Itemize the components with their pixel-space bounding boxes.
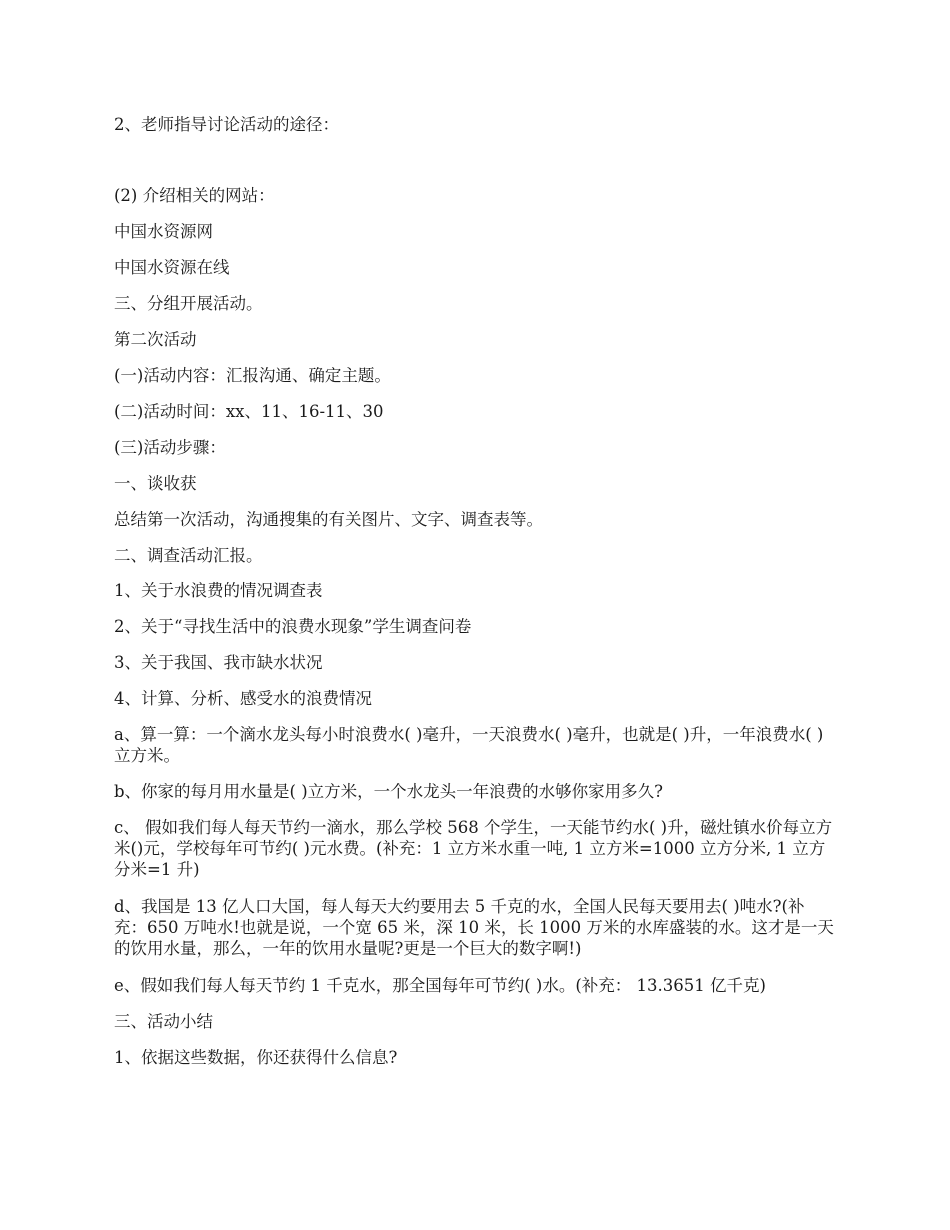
paragraph-item-4: 4、计算、分析、感受水的浪费情况 <box>114 689 372 708</box>
paragraph-summary-first: 总结第一次活动，沟通搜集的有关图片、文字、调查表等。 <box>114 510 543 529</box>
paragraph-talk-harvest: 一、谈收获 <box>114 474 197 493</box>
paragraph-item-1: 1、关于水浪费的情况调查表 <box>114 581 323 600</box>
paragraph-calc-a: a、算一算：一个滴水龙头每小时浪费水( )毫升，一天浪费水( )毫升，也就是( )升，一年浪费水( )立方米。 <box>114 725 824 765</box>
paragraph-activity-summary: 三、活动小结 <box>114 1012 213 1031</box>
paragraph-website-1: 中国水资源网 <box>114 222 213 241</box>
paragraph-group-activity: 三、分组开展活动。 <box>114 294 263 313</box>
paragraph-activity-content: (一)活动内容：汇报沟通、确定主题。 <box>114 366 391 385</box>
paragraph-website-2: 中国水资源在线 <box>114 258 230 277</box>
paragraph-item-2: 2、关于“寻找生活中的浪费水现象”学生调查问卷 <box>114 617 472 636</box>
paragraph-activity-time: (二)活动时间：xx、11、16-11、30 <box>114 402 384 421</box>
paragraph-data-info: 1、依据这些数据，你还获得什么信息? <box>114 1048 398 1067</box>
paragraph-calc-c: c、 假如我们每人每天节约一滴水，那么学校 568 个学生，一天能节约水( )升，磁灶镇水价每立方米()元，学校每年可节约( )元水费。(补充：1 立方米水重一吨, 1 立方米=1000 立方分米, 1 立方分米=1 升) <box>114 818 833 879</box>
paragraph-related-websites: (2) 介绍相关的网站： <box>114 186 275 205</box>
paragraph-item-3: 3、关于我国、我市缺水状况 <box>114 653 323 672</box>
paragraph-teacher-guidance: 2、老师指导讨论活动的途径： <box>114 115 339 134</box>
paragraph-second-activity: 第二次活动 <box>114 330 197 349</box>
paragraph-activity-steps: (三)活动步骤： <box>114 438 226 457</box>
paragraph-calc-b: b、你家的每月用水量是( )立方米，一个水龙头一年浪费的水够你家用多久? <box>114 782 664 801</box>
paragraph-survey-report: 二、调查活动汇报。 <box>114 546 263 565</box>
paragraph-calc-d: d、我国是 13 亿人口大国，每人每天大约要用去 5 千克的水，全国人民每天要用去( )吨水?(补充：650 万吨水!也就是说，一个宽 65 米，深 10 米，长 1000 万米的水库盛装的水。这才是一天的饮用水量，那么，一年的饮用水量呢?更是一个巨大的数字啊!) <box>114 897 834 958</box>
paragraph-calc-e: e、假如我们每人每天节约 1 千克水，那全国每年可节约( )水。(补充： 13.3651 亿千克) <box>114 976 766 995</box>
